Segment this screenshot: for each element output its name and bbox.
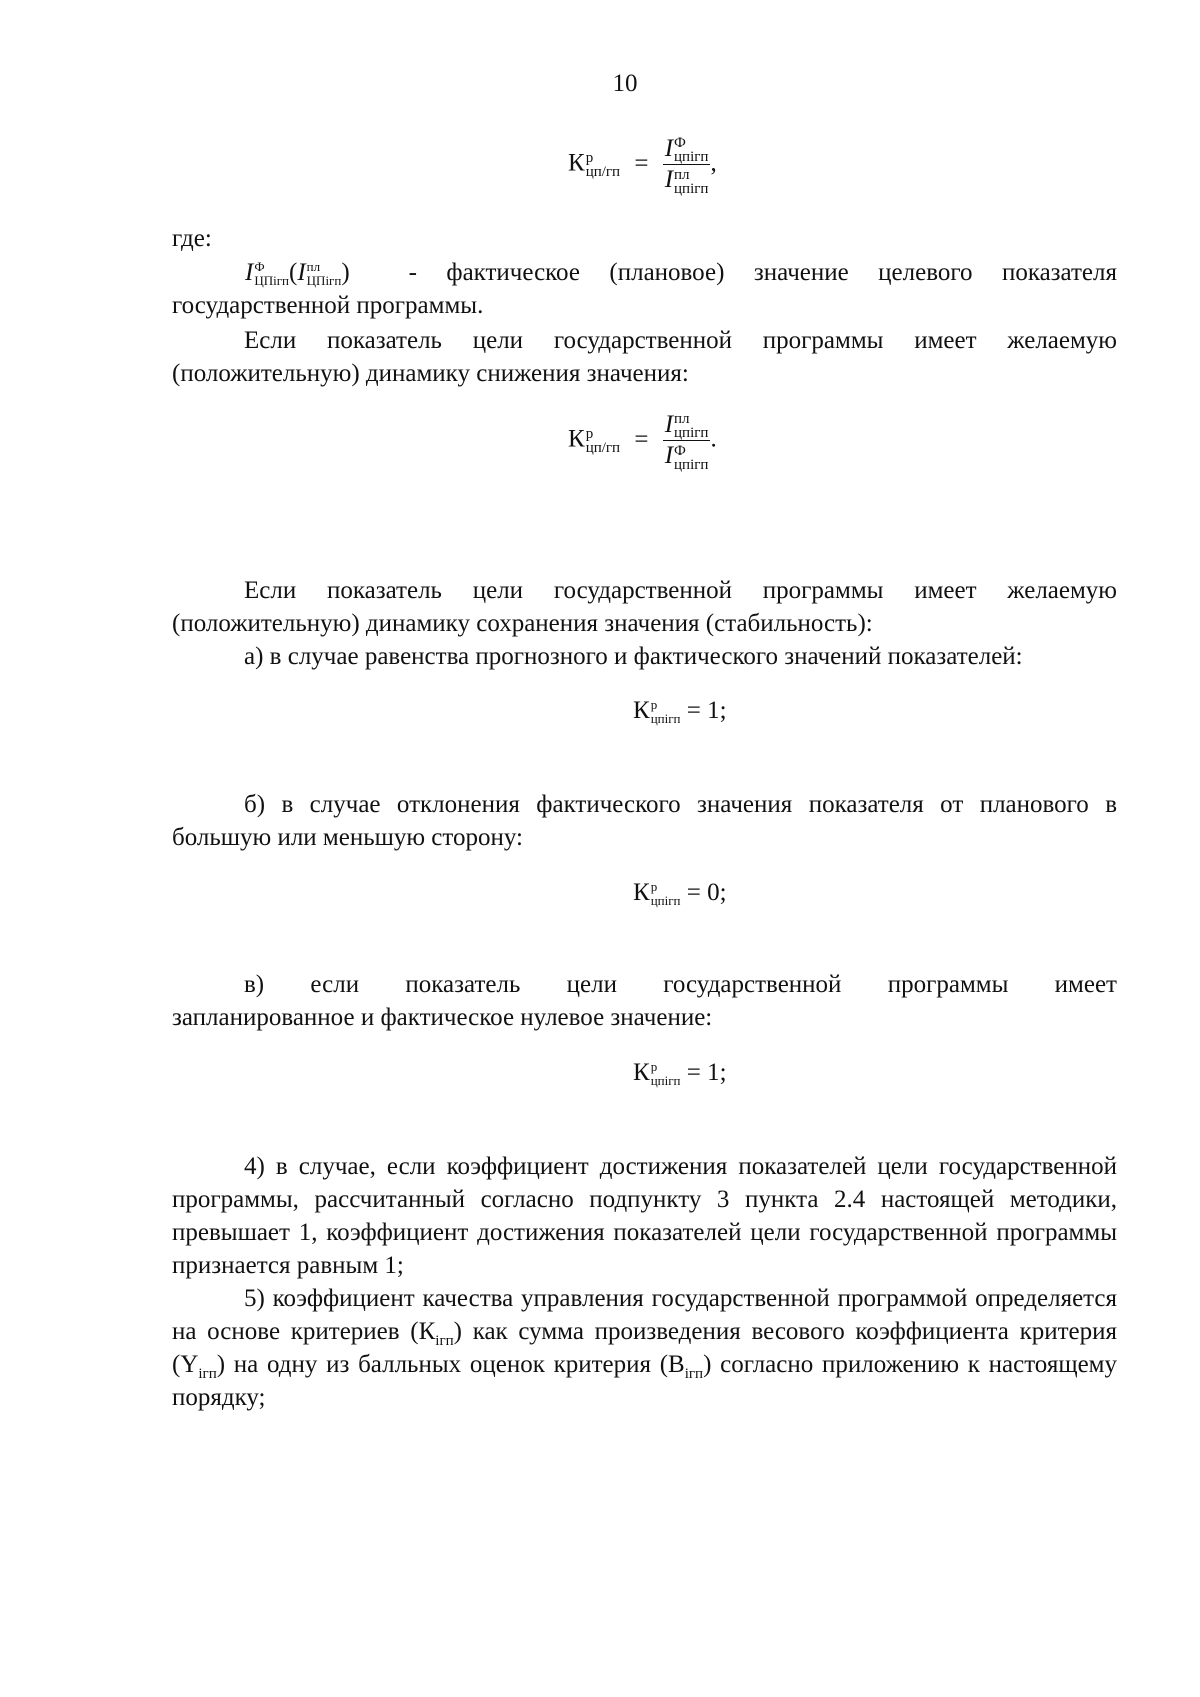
where-label: где: [172,225,212,252]
definition-text: - фактическое (плановое) значение целевого показателя [408,259,1118,286]
formula-superscript: р [585,149,594,166]
item-5-text: ) согласно приложению к настоящему порядку; [172,1351,1117,1411]
formula-symbol: I [245,259,254,286]
formula-equal-one-v [633,1059,727,1088]
formula-superscript: р [585,425,594,442]
item-v-line-2: запланированное и фактическое нулевое значение: [172,1004,713,1031]
formula-superscript: Ф [674,442,686,459]
formula-equal-one-a [633,697,727,726]
formula-subscript: цпiгп [674,180,709,197]
formula-superscript: р [650,879,658,895]
fraction [663,134,711,196]
item-b: б) в случае отклонения фактического значения показателя от планового в большую или меньшую сторону: [172,791,1117,851]
formula-subscript: цпiгп [650,893,681,909]
formula-rhs: = 1; [686,697,727,724]
item-a: а) в случае равенства прогнозного и фактического значений показателей: [244,643,1023,670]
formula-symbol: I [664,411,674,438]
equals-sign: = [634,425,649,453]
definition-line-1 [172,256,1117,289]
formula-symbol: К [568,425,585,453]
formula-symbol: I [664,442,674,470]
formula-subscript: iгп [198,1366,217,1382]
item-5-text: 5) коэффициент качества управления государственной программой определяется на основе критериев (К [172,1285,1117,1345]
formula-coefficient-decrease [568,410,717,472]
fraction [663,410,711,472]
formula-subscript: цпiгп [650,711,681,727]
formula-subscript: iгп [435,1333,454,1349]
formula-symbol: К [633,697,650,724]
formula-superscript: пл [674,411,690,428]
formula-punctuation: . [710,425,717,453]
formula-rhs: = 1; [686,1059,727,1086]
definition-paragraph [172,256,1117,322]
formula-punctuation: , [710,149,717,177]
item-v-line-1: в) если показатель цели государственной программы имеет [244,971,1117,998]
equals-sign: = [634,149,649,177]
page-number: 10 [612,70,638,97]
formula-subscript: цпiгп [674,149,709,166]
formula-subscript: iгп [684,1366,704,1382]
formula-superscript: р [650,697,658,713]
formula-subscript: цпiгп [650,1073,681,1089]
formula-symbol: I [664,166,674,194]
formula-symbol: К [633,879,650,906]
formula-subscript: ЦПiгп [306,273,342,289]
definition-line-2: государственной программы. [172,292,484,319]
formula-superscript: пл [674,166,690,183]
formula-paren: ) [341,259,350,286]
formula-subscript: цп/гп [585,439,621,456]
formula-superscript: Ф [254,259,265,275]
paragraph-stability: Если показатель цели государственной программы имеет желаемую (положительную) динамику сохранения значения (стабильность): [172,577,1117,637]
formula-symbol: I [297,259,306,286]
item-4: 4) в случае, если коэффициент достижения показателей цели государственной программы, рассчитанный согласно подпункту 3 пункта 2.4 настоящей методики, превышает 1, коэффициент достижения показателей цели государственной программы признается равным 1; [172,1153,1117,1279]
formula-subscript: цпiгп [674,425,709,442]
paragraph-decrease: Если показатель цели государственной программы имеет желаемую (положительную) динамику снижения значения: [172,327,1117,387]
formula-superscript: р [650,1059,658,1075]
formula-paren: ( [289,259,298,286]
formula-superscript: пл [306,259,321,275]
formula-subscript: цпiгп [674,456,709,473]
formula-symbol: I [664,135,674,162]
formula-coefficient-increase [568,134,717,196]
formula-rhs: = 0; [686,879,727,906]
formula-symbol: К [568,149,585,177]
item-v [172,968,1117,1034]
formula-superscript: Ф [674,135,686,152]
fraction-denominator [663,165,711,195]
item-5-text: ) как сумма произведения весового коэффициента критерия (Y [172,1318,1118,1378]
formula-symbol: К [633,1059,650,1086]
item-5-text: ) на одну из балльных оценок критерия (В [216,1351,685,1378]
formula-subscript: ЦПiгп [254,273,290,289]
formula-equal-zero [633,879,727,908]
fraction-numerator [663,134,711,165]
fraction-numerator [663,410,711,441]
fraction-denominator [663,441,711,471]
formula-subscript: цп/гп [585,163,621,180]
item-5 [172,1282,1117,1414]
